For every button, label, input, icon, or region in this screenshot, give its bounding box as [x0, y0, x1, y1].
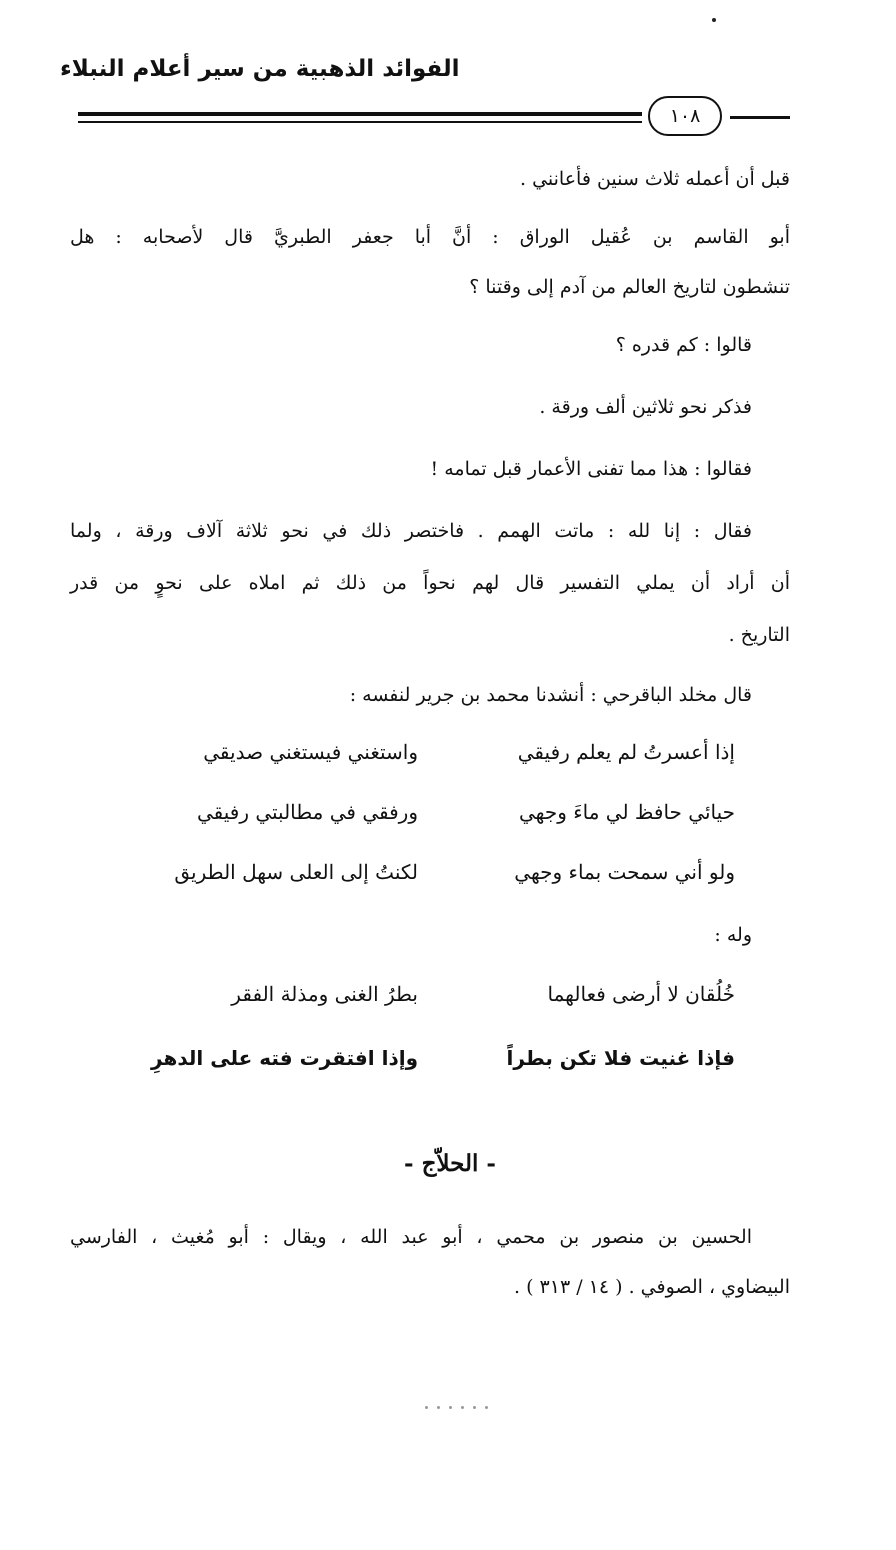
- section-heading: - الحلاّج -: [404, 1150, 496, 1177]
- text-line: الحسين بن منصور بن محمي ، أبو عبد الله ، ويقال : أبو مُغيث ، الفارسي: [70, 1226, 752, 1248]
- text-line: أن أراد أن يملي التفسير قال لهم نحواً من ذلك ثم املاه على نحوٍ من قدر: [70, 572, 790, 594]
- header-rule-right: [730, 116, 790, 119]
- verse-second-hemistich: لكنتُ إلى العلى سهل الطريق: [174, 860, 418, 884]
- verse-second-hemistich: بطرُ الغنى ومذلة الفقر: [231, 982, 418, 1006]
- verse-second-hemistich: واستغني فيستغني صديقي: [203, 740, 418, 764]
- scan-dots: [398, 1402, 488, 1414]
- verse-first-hemistich: حيائي حافظ لي ماءَ وجهي: [518, 800, 735, 824]
- scan-speck: [712, 18, 716, 22]
- verse-first-hemistich: إذا أعسرتُ لم يعلم رفيقي: [517, 740, 735, 764]
- page-number: ١٠٨: [648, 96, 722, 136]
- header-rule: [78, 112, 642, 116]
- text-line: فقال : إنا لله : ماتت الهمم . فاختصر ذلك في نحو ثلاثة آلاف ورقة ، ولما: [70, 520, 752, 542]
- text-line: قبل أن أعمله ثلاث سنين فأعانني .: [519, 168, 790, 190]
- running-header-title: الفوائد الذهبية من سير أعلام النبلاء: [60, 56, 460, 82]
- verse-first-hemistich: ولو أني سمحت بماء وجهي: [514, 860, 735, 884]
- text-line: البيضاوي ، الصوفي . ( ١٤ / ٣١٣ ) .: [514, 1276, 790, 1298]
- text-line: وله :: [714, 924, 752, 946]
- verse-first-hemistich: فإذا غنيت فلا تكن بطراً: [506, 1046, 735, 1070]
- text-line: تنشطون لتاريخ العالم من آدم إلى وقتنا ؟: [469, 276, 790, 298]
- verse-second-hemistich: وإذا افتقرت فته على الدهرِ: [151, 1046, 418, 1070]
- verse-second-hemistich: ورفقي في مطالبتي رفيقي: [196, 800, 418, 824]
- text-line: فذكر نحو ثلاثين ألف ورقة .: [539, 396, 752, 418]
- text-line: قال مخلد الباقرحي : أنشدنا محمد بن جرير لنفسه :: [349, 684, 752, 706]
- verse-first-hemistich: خُلُقان لا أرضى فعالهما: [547, 982, 735, 1006]
- text-line: التاريخ .: [728, 624, 790, 646]
- header-rule-thin: [78, 121, 642, 123]
- text-line: أبو القاسم بن عُقيل الوراق : أنَّ أبا جعفر الطبريَّ قال لأصحابه : هل: [70, 226, 790, 248]
- text-line: قالوا : كم قدره ؟: [615, 334, 752, 356]
- text-line: فقالوا : هذا مما تفنى الأعمار قبل تمامه !: [430, 458, 752, 480]
